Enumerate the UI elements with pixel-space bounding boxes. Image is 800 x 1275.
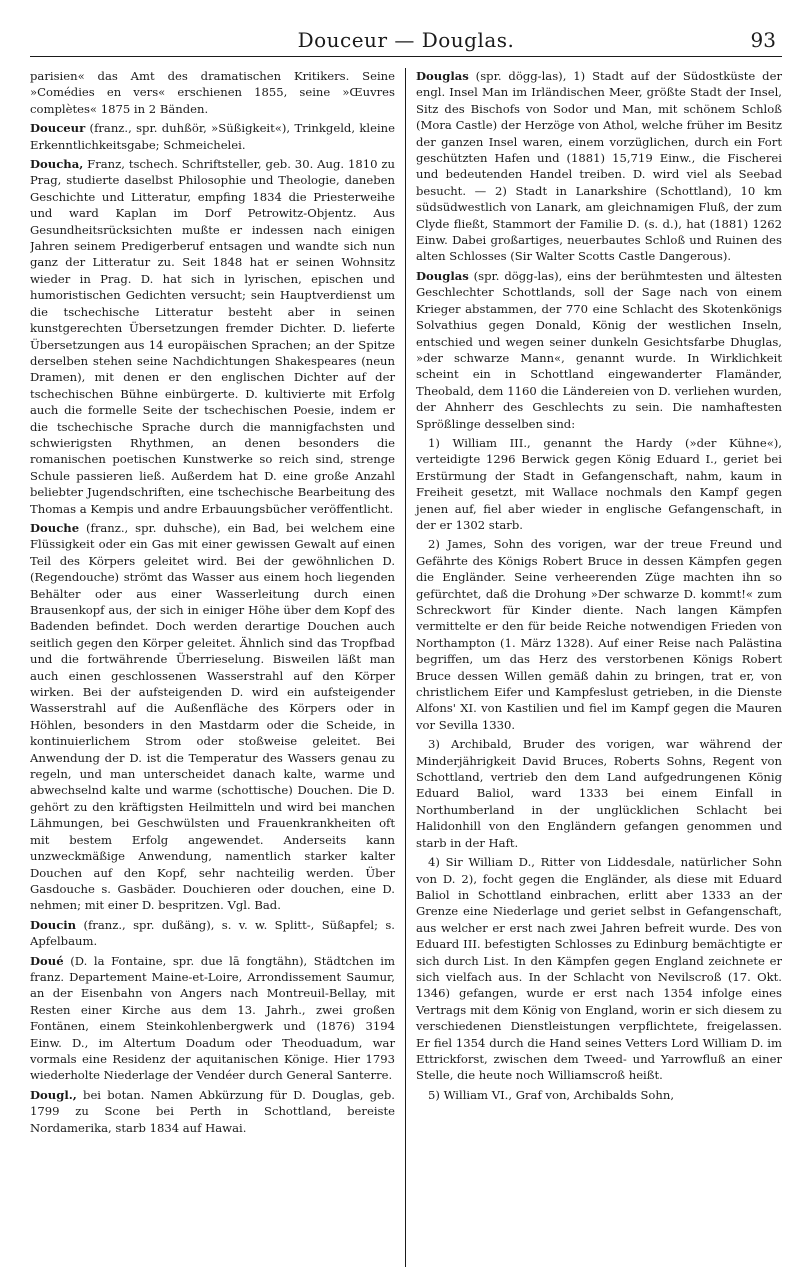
left-column xyxy=(30,68,406,1267)
subentry-archibald: 3) Archibald, Bruder des vorigen, war während der Minderjährigkeit David Bruces, Roberts Sohns, Regent von Schottland, vertrieb den dem Land aufgedrungenen König Eduard Baliol, ward 1333 bei einem Einfall in Northumberland in der unglücklichen Schlacht bei Halidonhill von den Engländern gefangen genommen und starb in der Haft. xyxy=(416,737,782,850)
page-header xyxy=(30,28,782,57)
headword: Douceur xyxy=(30,121,86,136)
entry-douceur: Douceur (franz., spr. duhßör, »Süßigkeit«), Trinkgeld, kleine Erkenntlichkeitsgabe; Schmeichelei. xyxy=(30,121,395,152)
headword: Dougl., xyxy=(30,1087,77,1102)
entry-douglas-family: Douglas (spr. dögg-las), eins der berühmtesten und ältesten Geschlechter Schottlands, soll der Sage nach von einem Krieger abstammen, der 770 eine Schlacht des Skotenkönigs Solvathius gegen Donald, König der westlichen Inseln, entschied und wegen seiner dunkeln Gesichtsfarbe Dhuglas, »der schwarze Mann«, genannt wurde. In Wirklichkeit scheint ein in Schottland eingewanderter Flamänder, Theobald, dem 1160 die Ländereien von D. verliehen wurden, der Ahnherr des Geschlechts zu sein. Die namhaftesten Sprößlinge desselben sind: xyxy=(416,268,782,431)
entry-doucin: Doucin (franz., spr. dußäng), s. v. w. Splitt-, Süßapfel; s. Apfelbaum. xyxy=(30,917,395,949)
subentry-sir-william: 4) Sir William D., Ritter von Liddesdale, natürlicher Sohn von D. 2), focht gegen die Engländer, als diese mit Eduard Baliol in Schottland einbrachen, erlitt aber 1333 an der Grenze eine Niederlage und geriet selbst in Gefangenschaft, aus welcher er erst nach zwei Jahren befreit wurde. Des von Eduard III. befestigten Schlosses zu Edinburg bemächtigte er sich durch List. In den Kämpfen gegen England zeichnete er sich vielfach aus. In der Schlacht von Nevilscroß (17. Okt. 1346) gefangen, wurde er erst nach 1354 infolge eines Vertrags mit dem König von England, worin er sich diesem zu verschiedenen Dienstleistungen verpflichtete, freigelassen. Er fiel 1354 durch die Hand seines Vetters Lord William D. im Ettrickforst, zwischen dem Tweed- und Yarrowfluß an einer Stelle, die heute noch Williamscroß heißt. xyxy=(416,855,782,1083)
entry-douglas-town: Douglas (spr. dögg-las), 1) Stadt auf der Südostküste der engl. Insel Man im Irländischen Meer, größte Stadt der Insel, Sitz des Bischofs von Sodor und Man, mit schönem Schloß (Mora Castle) der Herzöge von Athol, welche früher im Besitz der ganzen Insel waren, einem vorzüglichen, durch ein Fort geschützten Hafen und (1881) 15,719 Einw., die Fischerei und bedeutenden Handel treiben. D. wird viel als Seebad besucht. — 2) Stadt in Lanarkshire (Schottland), 10 km südsüdwestlich von Lanark, am gleichnamigen Fluß, der zum Clyde fließt, Stammort der Familie D. (s. d.), hat (1881) 1262 Einw. Dabei großartiges, neuerbautes Schloß und Ruinen des alten Schlosses (Sir Walter Scotts Castle Dangerous). xyxy=(416,69,782,264)
text-columns xyxy=(30,68,782,1267)
entry-continuation: parisien« das Amt des dramatischen Kritikers. Seine »Comédies en vers« erschienen 1855, seine »Œuvres complètes« 1875 in 2 Bänden. xyxy=(30,69,395,116)
entry-doucha: Doucha, Franz, tschech. Schriftsteller, geb. 30. Aug. 1810 zu Prag, studierte daselbst Philosophie und Theologie, daneben Geschichte und Litteratur, empfing 1834 die Priesterweihe und ward Kaplan im Dorf Petrowitz-Objentz. Aus Gesundheitsrücksichten mußte er indessen nach einigen Jahren seinem Predigerberuf entsagen und wandte sich nun ganz der Litteratur zu. Seit 1848 hat er seinen Wohnsitz wieder in Prag. D. hat sich in lyrischen, epischen und humoristischen Gedichten versucht; sein Hauptverdienst um die tschechische Litteratur besteht aber in seinen kunstgerechten Übersetzungen fremder Dichter. D. lieferte Übersetzungen aus 14 europäischen Sprachen; an der Spitze derselben stehen seine Nachdichtungen Shakespeares (neun Dramen), mit denen er den englischen Dichter auf der tschechischen Bühne einbürgerte. D. kultivierte mit Erfolg auch die formelle Seite der tschechischen Poesie, indem er die tschechische Sprache durch die mannigfachsten und schwierigsten Rhythmen, an denen besonders die romanischen poetischen Kunstwerke so reich sind, strenge Schule passieren ließ. Außerdem hat D. eine große Anzahl beliebter Jugendschriften, eine tschechische Bearbeitung des Thomas a Kempis und andre Erbauungsbücher veröffentlicht. xyxy=(30,157,395,516)
subentry-william-vi: 5) William VI., Graf von, Archibalds Sohn, xyxy=(428,1087,675,1102)
headword: Doucin xyxy=(30,917,77,932)
entry-dougl: Dougl., bei botan. Namen Abkürzung für D. Douglas, geb. 1799 zu Scone bei Perth in Schottland, bereiste Nordamerika, starb 1834 auf Hawai. xyxy=(30,1087,395,1135)
entry-doue: Doué (D. la Fontaine, spr. due lā fongtähn), Städtchen im franz. Departement Maine-et-Loire, Arrondissement Saumur, an der Eisenbahn von Angers nach Montreuil-Bellay, mit Resten einer Kirche aus dem 13. Jahrh., zwei großen Fontänen, einem Steinkohlenbergwerk und (1876) 3194 Einw. D., im Altertum Doadum oder Theoduadum, war vormals eine Residenz der aquitanischen Könige. Hier 1793 wiederholte Niederlage der Vendéer durch General Santerre. xyxy=(30,953,395,1083)
headword: Doué xyxy=(30,953,64,968)
subentry-james: 2) James, Sohn des vorigen, war der treue Freund und Gefährte des Königs Robert Bruce in dessen Kämpfen gegen die Engländer. Seine verheerenden Züge machten ihn so gefürchtet, daß die Drohung »Der schwarze D. kommt!« zum Schreckwort für Kinder diente. Nach langen Kämpfen vermittelte er den für beide Reiche notwendigen Frieden von Northampton (1. März 1328). Auf einer Reise nach Palästina begriffen, um das Herz des verstorbenen Königs Robert Bruce dessen Willen gemäß dahin zu bringen, trat er, von christlichem Eifer und Kampfeslust getrieben, in die Dienste Alfons' XI. von Kastilien und fiel im Kampf gegen die Mauren vor Sevilla 1330. xyxy=(416,537,782,732)
page-number: 93 xyxy=(750,28,776,52)
subentry-william-iii: 1) William III., genannt the Hardy (»der Kühne«), verteidigte 1296 Berwick gegen König Eduard I., geriet bei Erstürmung der Stadt in Gefangenschaft, nahm, kaum in Freiheit gesetzt, mit Wallace nochmals den Kampf gegen jenen auf, fiel aber wieder in englische Gefangenschaft, in der er 1302 starb. xyxy=(416,435,782,532)
entry-douche: Douche (franz., spr. duhsche), ein Bad, bei welchem eine Flüssigkeit oder ein Gas mit einer gewissen Gewalt auf einen Teil des Körpers geleitet wird. Bei der gewöhnlichen D. (Regendouche) strömt das Wasser aus einem hoch liegenden Behälter oder aus einer Wasserleitung durch einen Brausenkopf aus, der sich in einiger Höhe über dem Kopf des Badenden befindet. Doch werden derartige Douchen auch seitlich gegen den Körper geleitet. Ähnlich sind das Tropfbad und die fortwährende Überrieselung. Bisweilen läßt man auch einen geschlossenen Wasserstrahl auf den Körper wirken. Bei der aufsteigenden D. wird ein aufsteigender Wasserstrahl auf die Außenfläche des Körpers oder in Höhlen, besonders in den Mastdarm oder die Scheide, in kontinuierlichem Strom oder stoßweise geleitet. Bei Anwendung der D. ist die Temperatur des Wassers genau zu regeln, und man unterscheidet danach kalte, warme und abwechselnd kalte und warme (schottische) Douchen. Die D. gehört zu den kräftigsten Heilmitteln und wird bei manchen Lähmungen, bei Geschwülsten und Frauenkrankheiten oft mit bestem Erfolg angewendet. Anderseits kann unzweckmäßige Anwendung, namentlich starker kalter Douchen auf den Kopf, sehr nachteilig werden. Über Gasdouche s. Gasbäder. Douchieren oder douchen, eine D. nehmen; mit einer D. bespritzen. Vgl. Bad. xyxy=(30,520,395,913)
headword: Douglas xyxy=(416,69,469,83)
headword: Douche xyxy=(30,520,80,535)
headword: Douglas xyxy=(416,268,469,283)
running-title: Douceur — Douglas. xyxy=(297,28,515,52)
right-column xyxy=(406,68,782,1267)
headword: Doucha, xyxy=(30,157,84,172)
